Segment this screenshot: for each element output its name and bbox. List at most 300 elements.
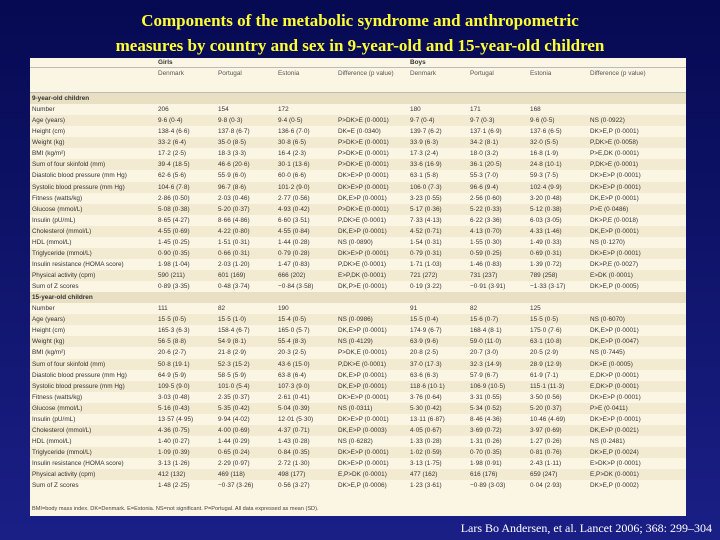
table-cell: 1·44 (0·28) <box>278 238 310 246</box>
table-cell: P>DK>E (0·0001) <box>338 150 389 158</box>
table-cell: 0·04 (2·93) <box>530 482 562 490</box>
table-cell: 82 <box>470 305 478 313</box>
row-label-cell: Insulin (pU/mL) <box>32 415 76 423</box>
table-row <box>30 336 686 347</box>
table-cell: 3·20 (0·48) <box>530 194 562 202</box>
table-cell: 165·0 (5·7) <box>278 327 310 335</box>
table-cell: 20·7 (3·0) <box>470 349 499 357</box>
table-cell: 106·9 (10·5) <box>468 381 528 392</box>
table-cell: 30·8 (6·5) <box>276 137 336 148</box>
table-cell: 2·35 (0·37) <box>218 393 250 401</box>
column-header: Denmark <box>156 68 216 93</box>
table-cell: 55·9 (6·0) <box>218 172 247 180</box>
table-cell: P>DK>E (0·0001) <box>336 204 408 215</box>
table-cell: E>P,DK (0·0001) <box>336 270 408 281</box>
row-label-cell: Sum of four skinfold (mm) <box>30 159 156 170</box>
table-cell: 0·70 (0·35) <box>468 447 528 458</box>
table-cell: NS (0·1270) <box>590 238 625 246</box>
row-label-cell: Glucose (mmol/L) <box>30 403 156 414</box>
table-cell: P,DK>E (0·0058) <box>588 137 686 148</box>
table-cell: 55·3 (7·0) <box>470 172 499 180</box>
table-cell: E,DK>P (0·0001) <box>590 371 639 379</box>
table-cell <box>588 104 686 115</box>
table-cell: 1·71 (1·03) <box>410 260 442 268</box>
table-cell: 137·1 (6·9) <box>470 128 502 136</box>
table-cell: 498 (177) <box>276 469 336 480</box>
table-cell: 2·03 (0·46) <box>218 194 250 202</box>
table-cell: DK,E>P (0·0021) <box>588 425 686 436</box>
row-label-cell: HDL (mmol/L) <box>32 437 72 445</box>
row-label-cell: Number <box>32 106 55 114</box>
table-cell: DK,E>P (0·0001) <box>590 327 639 335</box>
table-cell: 0·79 (0·28) <box>276 248 336 259</box>
table-cell: 1·39 (0·72) <box>530 260 562 268</box>
table-cell: 115·1 (11·3) <box>528 381 588 392</box>
table-cell: 96·7 (8·6) <box>216 182 276 193</box>
table-cell: 1·09 (0·39) <box>156 447 216 458</box>
table-cell: 0·56 (3·27) <box>278 482 310 490</box>
table-row <box>30 182 686 193</box>
table-cell: 20·3 (2·5) <box>278 349 307 357</box>
table-row <box>30 403 686 414</box>
table-cell: 106·0 (7·3) <box>408 182 468 193</box>
table-cell: 0·69 (0·31) <box>528 248 588 259</box>
table-cell: 91 <box>410 305 418 313</box>
table-row <box>30 359 686 370</box>
table-cell: 43·6 (15·0) <box>276 359 336 370</box>
table-cell <box>336 303 408 314</box>
table-cell: 16·4 (2·3) <box>278 150 307 158</box>
table-cell: P,DK>E (0·0001) <box>338 260 387 268</box>
table-cell: P,DK>E (0·0001) <box>588 159 686 170</box>
table-cell: 3·23 (0·55) <box>410 194 442 202</box>
table-cell: 1·40 (0·27) <box>158 437 190 445</box>
table-cell: 7·33 (4·13) <box>410 216 442 224</box>
table-cell: 4·55 (0·84) <box>276 226 336 237</box>
table-cell: NS (0·0922) <box>588 115 686 126</box>
table-cell: 0·90 (0·35) <box>156 248 216 259</box>
row-label-cell: Triglyceride (mmol/L) <box>30 447 156 458</box>
table-cell: 33·6 (16·9) <box>408 159 468 170</box>
table-cell: 0·89 (3·35) <box>158 283 190 291</box>
table-cell: 137·8 (6·7) <box>218 128 250 136</box>
table-cell: 165·3 (6·3) <box>158 327 190 335</box>
table-cell: 1·46 (0·83) <box>470 260 502 268</box>
table-cell: DK>E,P (0·0002) <box>590 482 639 490</box>
table-cell: 28·9 (12·9) <box>528 359 588 370</box>
table-cell: 171 <box>470 106 481 114</box>
table-cell: P,DK>E (0·0001) <box>338 216 387 224</box>
table-cell: 1·33 (0·28) <box>410 437 442 445</box>
row-label-cell: Glucose (mmol/L) <box>30 204 156 215</box>
table-cell: 2·61 (0·41) <box>278 393 310 401</box>
table-cell: 8·66 (4·86) <box>218 216 250 224</box>
table-cell: 59·3 (7·5) <box>530 172 559 180</box>
table-cell: 9·7 (0·4) <box>408 115 468 126</box>
table-cell: 33·2 (6·4) <box>156 137 216 148</box>
table-cell: 3·03 (0·48) <box>158 393 190 401</box>
table-body <box>30 93 686 492</box>
row-label-cell: Number <box>32 305 55 313</box>
table-row <box>30 204 686 215</box>
row-label-cell: Triglyceride (mmol/L) <box>30 248 156 259</box>
table-row <box>30 170 686 181</box>
table-cell: 2·29 (0·97) <box>218 460 250 468</box>
table-cell: 4·55 (0·69) <box>156 226 216 237</box>
table-cell: 20·5 (2·9) <box>530 349 559 357</box>
table-cell: DK,P>E (0·0001) <box>338 283 387 291</box>
table-cell: 36·1 (20·5) <box>468 159 528 170</box>
table-cell: 137·6 (6·5) <box>530 128 562 136</box>
table-cell: 136·6 (7·0) <box>278 128 310 136</box>
table-cell: 0·84 (0·35) <box>276 447 336 458</box>
table-cell: 62·6 (5·6) <box>158 172 187 180</box>
table-cell: 46·6 (20·6) <box>216 159 276 170</box>
table-row <box>30 148 686 159</box>
table-cell <box>588 303 686 314</box>
table-cell: DK,E>P (0·0001) <box>336 226 408 237</box>
table-cell: 20·6 (2·7) <box>158 349 187 357</box>
row-label-cell: Fitness (watts/kg) <box>32 393 83 401</box>
table-cell: 4·13 (0·70) <box>468 226 528 237</box>
table-cell: DK>E (0·0005) <box>588 359 686 370</box>
row-label-cell: Insulin (pU/mL) <box>32 216 76 224</box>
table-cell: 2·86 (0·50) <box>158 194 190 202</box>
table-cell: 96·6 (9·4) <box>468 182 528 193</box>
table-row <box>30 115 686 126</box>
table-cell: DK,E>P (0·0001) <box>588 226 686 237</box>
table-cell: DK,E>P (0·0001) <box>338 327 387 335</box>
table-cell: 1·55 (0·30) <box>470 238 502 246</box>
table-cell: E,P>DK (0·0001) <box>336 469 408 480</box>
column-header: Denmark <box>408 68 468 93</box>
table-cell: 601 (169) <box>216 270 276 281</box>
table-cell: DK>P,E (0·0018) <box>590 216 639 224</box>
table-cell: 56·5 (8·8) <box>156 336 216 347</box>
table-cell: 16·8 (1·9) <box>530 150 559 158</box>
table-cell: 8·46 (4·36) <box>470 415 502 423</box>
table-cell: DK>E,P (0·0005) <box>590 283 639 291</box>
table-cell: 4·52 (0·71) <box>408 226 468 237</box>
table-panel <box>30 58 686 516</box>
table-cell: 180 <box>410 106 421 114</box>
table-cell: 13·11 (6·87) <box>410 415 445 423</box>
table-cell: 3·31 (0·55) <box>470 393 502 401</box>
table-row <box>30 226 686 237</box>
table-cell: 3·50 (0·56) <box>530 393 562 401</box>
table-cell: 5·12 (0·38) <box>528 204 588 215</box>
table-cell: 1·27 (0·26) <box>530 437 562 445</box>
table-cell: 9·6 (0·5) <box>528 115 588 126</box>
table-cell: DK=E (0·0340) <box>338 128 381 136</box>
table-cell: 6·03 (3·05) <box>530 216 562 224</box>
table-row <box>30 436 686 447</box>
column-header: Portugal <box>216 68 276 93</box>
table-cell: DK>E>P (0·0001) <box>338 393 389 401</box>
table-row <box>30 314 686 325</box>
table-cell: 104·6 (7·8) <box>156 182 216 193</box>
table-row <box>30 104 686 115</box>
table-cell: DK>E>P (0·0001) <box>338 415 389 423</box>
table-cell: 1·44 (0·29) <box>218 437 250 445</box>
table-cell: NS (0·6282) <box>338 437 373 445</box>
table-cell: 21·8 (2·9) <box>218 349 247 357</box>
table-cell: P>E (0·0411) <box>588 403 686 414</box>
table-cell: DK>E>P (0·0001) <box>590 172 641 180</box>
table-cell: 659 (247) <box>528 469 588 480</box>
table-cell: 1·23 (3·61) <box>410 482 442 490</box>
table-cell: P>DK>E (0·0001) <box>336 159 408 170</box>
table-cell: 54·9 (8·1) <box>216 336 276 347</box>
table-cell: DK>E>P (0·0001) <box>336 248 408 259</box>
table-cell: DK>E>P (0·0001) <box>590 415 641 423</box>
table-cell: 666 (202) <box>276 270 336 281</box>
row-label-cell: Physical activity (cpm) <box>30 270 156 281</box>
group-header-row <box>30 58 686 68</box>
table-row <box>30 259 686 270</box>
table-row <box>30 325 686 336</box>
section-label: 15-year-old children <box>30 292 686 303</box>
table-cell: 168 <box>530 106 541 114</box>
table-cell: 125 <box>530 305 541 313</box>
table-cell <box>336 104 408 115</box>
table-row <box>30 381 686 392</box>
row-label-cell: Height (cm) <box>32 327 66 335</box>
table-cell: 18·3 (3·3) <box>218 150 247 158</box>
table-cell: DK>E>P (0·0001) <box>336 182 408 193</box>
table-cell: NS (0·0311) <box>336 403 408 414</box>
table-cell: −0·84 (3·58) <box>278 283 314 291</box>
table-cell: 9·94 (4·02) <box>218 415 250 423</box>
table-cell: 154 <box>218 106 229 114</box>
table-cell: −1·33 (3·17) <box>530 283 566 291</box>
table-cell: 2·56 (0·60) <box>470 194 502 202</box>
table-cell: DK,E>P (0·0001) <box>338 194 387 202</box>
table-cell: 731 (237) <box>468 270 528 281</box>
table-cell: 3·97 (0·69) <box>528 425 588 436</box>
table-cell: 15·6 (0·7) <box>468 314 528 325</box>
table-row <box>30 347 686 358</box>
table-cell: 63·6 (6·3) <box>410 371 439 379</box>
table-cell: E,DK>P (0·0001) <box>588 381 686 392</box>
table-cell: 721 (272) <box>408 270 468 281</box>
table-cell: P>DK>E (0·0001) <box>336 137 408 148</box>
table-cell: DK>E>P (0·0001) <box>336 447 408 458</box>
row-label-cell: Diastolic blood pressure (mm Hg) <box>32 371 127 379</box>
table-cell: DK>E>P (0·0001) <box>588 182 686 193</box>
row-label-cell: Weight (kg) <box>30 336 156 347</box>
table-cell: 174·9 (6·7) <box>410 327 442 335</box>
table-cell: 3·69 (0·72) <box>468 425 528 436</box>
table-cell: DK,E>P (0·0001) <box>338 371 387 379</box>
table-cell: 5·35 (0·42) <box>216 403 276 414</box>
table-cell: 590 (211) <box>156 270 216 281</box>
table-row <box>30 303 686 314</box>
table-cell: 9·7 (0·3) <box>468 115 528 126</box>
table-cell: DK>E>P (0·0001) <box>590 393 641 401</box>
table-cell: P>DK,E (0·0001) <box>338 349 387 357</box>
table-cell: NS (0·6070) <box>588 314 686 325</box>
column-header: Estonia <box>528 68 588 93</box>
row-label-cell: Systolic blood pressure (mm Hg) <box>30 381 156 392</box>
table-cell: 1·98 (1·04) <box>158 260 190 268</box>
table-cell: 34·2 (8·1) <box>468 137 528 148</box>
section-label: 9-year-old children <box>30 93 686 105</box>
table-cell: 168·4 (8·1) <box>470 327 502 335</box>
table-cell: 52·3 (15·2) <box>216 359 276 370</box>
table-row <box>30 281 686 292</box>
group-header-boys: Boys <box>408 58 686 68</box>
table-cell: 0·19 (3·22) <box>410 283 442 291</box>
table-cell: −0·91 (3·91) <box>470 283 506 291</box>
table-row <box>30 248 686 259</box>
table-cell: P>E (0·0486) <box>588 204 686 215</box>
table-row <box>30 270 686 281</box>
table-cell: 1·45 (0·25) <box>158 238 190 246</box>
table-cell: 37·0 (17·3) <box>408 359 468 370</box>
table-cell: 0·65 (0·24) <box>216 447 276 458</box>
section-header-row <box>30 93 686 105</box>
column-header: Difference (p value) <box>588 68 686 93</box>
row-label-cell: Insulin resistance (HOMA score) <box>32 460 124 468</box>
table-cell: 32·0 (5·5) <box>528 137 588 148</box>
row-label-cell: Cholesterol (mmol/L) <box>30 226 156 237</box>
table-cell: −0·89 (3·03) <box>470 482 506 490</box>
table-row <box>30 237 686 248</box>
table-cell: 9·8 (0·3) <box>216 115 276 126</box>
table-cell: 4·36 (0·75) <box>156 425 216 436</box>
table-cell: 15·5 (0·5) <box>528 314 588 325</box>
table-cell: 33·9 (6·3) <box>408 137 468 148</box>
table-cell: 64·9 (5·9) <box>158 371 187 379</box>
table-cell: 4·37 (0·71) <box>276 425 336 436</box>
table-cell: DK>P,E (0·0027) <box>590 260 639 268</box>
table-cell: 58·5 (5·9) <box>218 371 247 379</box>
table-cell: 15·5 (0·4) <box>408 314 468 325</box>
row-label-cell: Weight (kg) <box>30 137 156 148</box>
table-cell: NS (0·7445) <box>590 349 625 357</box>
table-cell: DK>E,P (0·0024) <box>588 447 686 458</box>
table-cell: DK>E,P (0·0001) <box>590 128 639 136</box>
table-cell: 5·16 (0·43) <box>156 403 216 414</box>
table-cell: 5·20 (0·37) <box>216 204 276 215</box>
row-label-cell: BMI (kg/m²) <box>32 349 66 357</box>
table-cell: 101·0 (5·4) <box>216 381 276 392</box>
table-cell: 6·22 (3·36) <box>470 216 502 224</box>
table-cell: DK>E>P (0·0001) <box>338 460 389 468</box>
row-label-cell: Fitness (watts/kg) <box>32 194 83 202</box>
table-cell: DK>E>P (0·0001) <box>588 248 686 259</box>
table-cell: 5·22 (0·33) <box>468 204 528 215</box>
table-cell: 158·4 (6·7) <box>218 327 250 335</box>
table-cell: NS (0·2481) <box>590 437 625 445</box>
table-cell: 57·9 (6·7) <box>470 371 499 379</box>
table-cell: 4·22 (0·80) <box>216 226 276 237</box>
row-label-cell: Sum of Z scores <box>32 283 79 291</box>
table-cell: 0·79 (0·31) <box>408 248 468 259</box>
table-cell: 1·47 (0·83) <box>278 260 310 268</box>
table-cell: 1·48 (2·25) <box>158 482 190 490</box>
table-row <box>30 425 686 436</box>
table-cell: 139·7 (6·2) <box>410 128 442 136</box>
table-cell: 3·13 (1·75) <box>410 460 442 468</box>
table-cell: 63·1 (5·8) <box>410 172 439 180</box>
table-cell: 13·57 (4·95) <box>158 415 194 423</box>
table-cell: 6·60 (3·51) <box>278 216 310 224</box>
table-cell: 1·02 (0·59) <box>408 447 468 458</box>
table-cell: P,DK>E (0·0001) <box>336 359 408 370</box>
table-cell: 61·9 (7·1) <box>530 371 559 379</box>
table-cell: 9·4 (0·5) <box>276 115 336 126</box>
table-cell: 0·66 (0·31) <box>216 248 276 259</box>
table-cell: 109·5 (9·0) <box>156 381 216 392</box>
table-cell: 15·5 (0·5) <box>156 314 216 325</box>
table-cell: 469 (118) <box>216 469 276 480</box>
table-cell: DK,E>P (0·0047) <box>588 336 686 347</box>
table-cell: 82 <box>218 305 226 313</box>
table-cell: 17·2 (2·5) <box>158 150 187 158</box>
table-cell: 1·51 (0·31) <box>218 238 250 246</box>
row-label-cell: Systolic blood pressure (mm Hg) <box>30 182 156 193</box>
table-cell: 32·3 (14·9) <box>468 359 528 370</box>
table-cell: 102·4 (9·9) <box>528 182 588 193</box>
table-cell: 59·0 (11·0) <box>468 336 528 347</box>
table-cell: DK>E,P (0·0006) <box>338 482 387 490</box>
table-cell: 2·03 (1·20) <box>218 260 250 268</box>
table-cell: 20·8 (2·5) <box>410 349 439 357</box>
table-cell: 190 <box>278 305 289 313</box>
column-header <box>30 68 156 93</box>
table-cell: 18·0 (3·2) <box>470 150 499 158</box>
table-cell: 111 <box>158 305 168 313</box>
row-label-cell: Height (cm) <box>32 128 66 136</box>
table-cell: 17·3 (2·4) <box>410 150 439 158</box>
table-row <box>30 370 686 381</box>
table-cell: 2·77 (0·56) <box>278 194 310 202</box>
table-footnote: BMI=body mass index. DK=Denmark. E=Estonia. NS=not significant. P=Portugal. All data expressed as mean (SD). <box>32 506 319 512</box>
table-cell: 4·05 (0·67) <box>408 425 468 436</box>
table-cell: 101·2 (9·0) <box>276 182 336 193</box>
section-header-row <box>30 292 686 303</box>
column-header: Estonia <box>276 68 336 93</box>
table-cell: 1·54 (0·31) <box>410 238 442 246</box>
table-row <box>30 414 686 425</box>
table-row <box>30 159 686 170</box>
table-cell: 0·48 (3·74) <box>218 283 250 291</box>
row-label-cell: Insulin resistance (HOMA score) <box>32 260 124 268</box>
table-cell: P>DK>E (0·0001) <box>336 115 408 126</box>
column-header: Portugal <box>468 68 528 93</box>
table-cell: 5·34 (0·52) <box>468 403 528 414</box>
row-label-cell: Diastolic blood pressure (mm Hg) <box>32 172 127 180</box>
row-label-cell: HDL (mmol/L) <box>32 238 72 246</box>
table-cell: 63·8 (6·4) <box>278 371 307 379</box>
table-cell: 107·3 (9·0) <box>276 381 336 392</box>
column-header: Difference (p value) <box>336 68 408 93</box>
slide-title-line-2: measures by country and sex in 9-year-old and 15-year-old children <box>115 36 605 55</box>
table-cell: 206 <box>158 106 169 114</box>
table-cell: NS (0·4129) <box>336 336 408 347</box>
table-cell: 15·4 (0·5) <box>276 314 336 325</box>
table-cell: 2·72 (1·30) <box>278 460 310 468</box>
row-label-cell: Cholesterol (mmol/L) <box>30 425 156 436</box>
table-cell: 172 <box>278 106 289 114</box>
table-cell: 9·6 (0·4) <box>156 115 216 126</box>
table-cell: 1·43 (0·28) <box>278 437 310 445</box>
row-label-cell: Sum of Z scores <box>32 482 79 490</box>
table-cell: E>DK (0·0001) <box>588 270 686 281</box>
table-cell: DK,E>P (0·0003) <box>336 425 408 436</box>
